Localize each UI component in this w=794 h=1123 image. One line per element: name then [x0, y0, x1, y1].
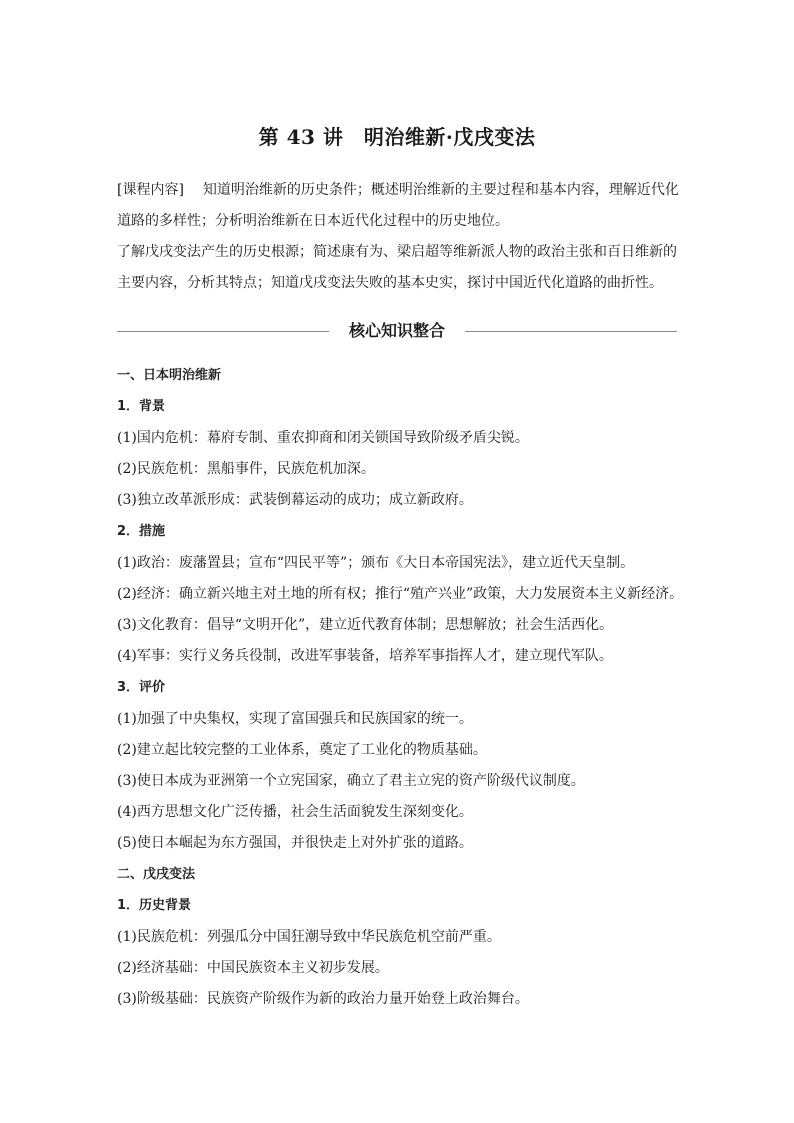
part1-sub3-item: (2)建立起比较完整的工业体系，奠定了工业化的物质基础。 — [117, 742, 487, 758]
course-content-line-2: 道路的多样性；分析明治维新在日本近代化过程中的历史地位。 — [117, 213, 509, 229]
part1-sub2-item: (4)军事：实行义务兵役制，改进军事装备，培养军事指挥人才，建立现代军队。 — [117, 648, 613, 664]
part1-sub1-heading: 1．背景 — [117, 399, 166, 414]
part2-sub1-item: (3)阶级基础：民族资产阶级作为新的政治力量开始登上政治舞台。 — [117, 991, 529, 1007]
course-content-line-3: 了解戊戌变法产生的历史根源；简述康有为、梁启超等维新派人物的政治主张和百日维新的 — [117, 244, 677, 260]
part1-sub1-item: (2)民族危机：黑船事件，民族危机加深。 — [117, 461, 375, 477]
course-content-text-1: 知道明治维新的历史条件；概述明治维新的主要过程和基本内容，理解近代化 — [202, 182, 679, 198]
page-title: 第 43 讲 明治维新·戊戌变法 — [258, 125, 536, 149]
part1-sub3-item: (5)使日本崛起为东方强国，并很快走上对外扩张的道路。 — [117, 835, 473, 851]
part1-sub2-item: (2)经济：确立新兴地主对土地的所有权；推行“殖产兴业”政策，大力发展资本主义新经济。 — [117, 586, 684, 602]
part1-sub3-item: (4)西方思想文化广泛传播，社会生活面貌发生深刻变化。 — [117, 804, 473, 820]
part1-sub3-item: (3)使日本成为亚洲第一个立宪国家，确立了君主立宪的资产阶级代议制度。 — [117, 773, 585, 789]
part2-sub1-heading: 1．历史背景 — [117, 898, 192, 913]
part2-sub1-item: (2)经济基础：中国民族资本主义初步发展。 — [117, 960, 389, 976]
part1-sub1-item: (3)独立改革派形成：武装倒幕运动的成功；成立新政府。 — [117, 492, 473, 508]
course-content-line-1 — [117, 180, 679, 200]
course-content-tag: [课程内容] — [117, 182, 184, 198]
divider-line-right — [465, 331, 677, 332]
part2-heading: 二、戊戌变法 — [117, 867, 196, 882]
section-title: 核心知识整合 — [348, 321, 445, 340]
part1-sub1-item: (1)国内危机：幕府专制、重农抑商和闭关锁国导致阶级矛盾尖锐。 — [117, 430, 529, 446]
part1-sub3-item: (1)加强了中央集权，实现了富国强兵和民族国家的统一。 — [117, 711, 473, 727]
part1-heading: 一、日本明治维新 — [117, 368, 222, 383]
part1-sub3-heading: 3．评价 — [117, 680, 166, 695]
part1-sub2-heading: 2．措施 — [117, 524, 166, 539]
section-divider — [117, 320, 677, 342]
part1-sub2-item: (3)文化教育：倡导“文明开化”，建立近代教育体制；思想解放；社会生活西化。 — [117, 617, 614, 633]
part1-sub2-item: (1)政治：废藩置县；宣布“四民平等”；颁布《大日本帝国宪法》，建立近代天皇制。 — [117, 555, 635, 571]
course-content-line-4: 主要内容，分析其特点；知道戊戌变法失败的基本史实，探讨中国近代化道路的曲折性。 — [117, 275, 663, 291]
part2-sub1-item: (1)民族危机：列强瓜分中国狂潮导致中华民族危机空前严重。 — [117, 929, 501, 945]
